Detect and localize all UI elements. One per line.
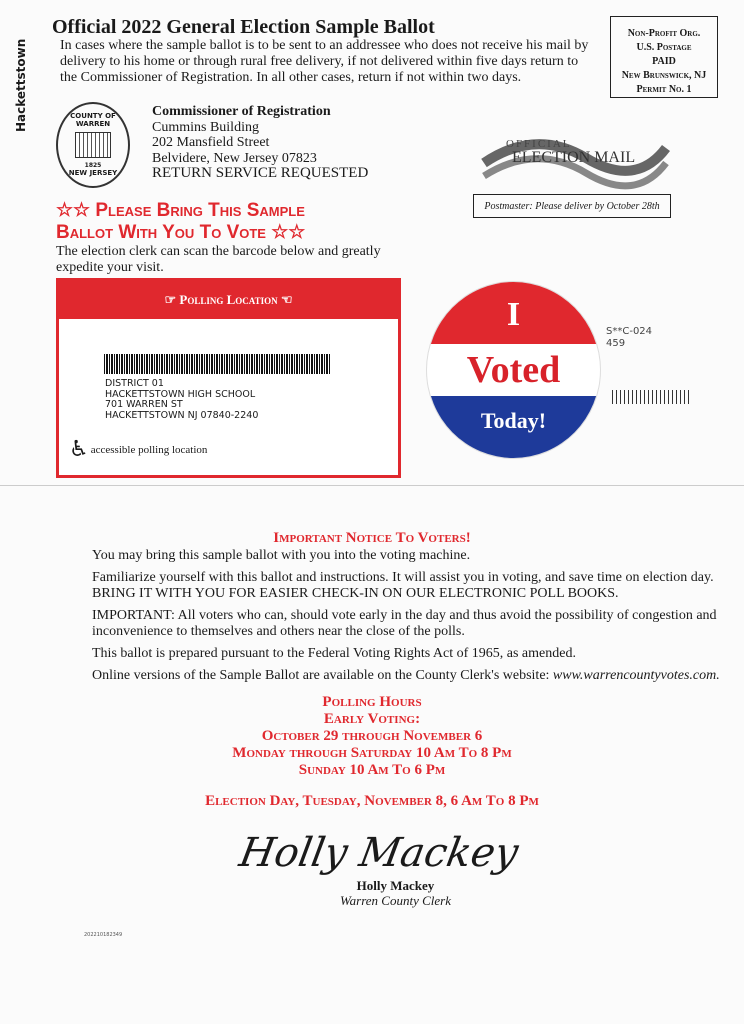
polling-header-text: Polling Location — [179, 292, 278, 307]
notice-paragraph: You may bring this sample ballot with you into the voting machine. — [92, 548, 471, 563]
clerk-title: Warren County Clerk — [340, 893, 451, 908]
mail-code: 459 — [606, 338, 626, 349]
hours-line: Monday through Saturday 10 Am To 8 Pm — [232, 745, 512, 761]
postal-barcode — [612, 390, 692, 404]
permit-line: New Brunswick, NJ — [621, 70, 707, 81]
banner-line: Ballot With You To Vote ☆☆ — [56, 222, 306, 243]
notice-paragraph: Familiarize yourself with this ballot and instructions. It will assist you in voting, and save time on election day. BRING IT WITH YOU FOR EASIER CHECK-IN ON OUR ELECTRONIC POLL BOOKS. — [92, 570, 714, 601]
signature: Holly Mackey — [235, 830, 522, 876]
notice-title: Important Notice To Voters! — [273, 530, 471, 546]
sticker-middle: Voted — [466, 349, 561, 391]
permit-line: Permit No. 1 — [636, 84, 692, 95]
permit-line: Non-Profit Org. — [627, 28, 701, 39]
banner-line: ☆☆ Please Bring This Sample — [56, 200, 305, 221]
hours-line: October 29 through November 6 — [261, 728, 483, 744]
election-day: Election Day, Tuesday, November 8, 6 Am To 8 Pm — [205, 793, 539, 809]
seal-bottom-text: NEW JERSEY — [68, 169, 118, 177]
clerk-name: Holly Mackey — [356, 878, 435, 893]
mail-code: S**C-024 — [606, 326, 653, 337]
courthouse-icon — [75, 132, 111, 158]
notice-body — [92, 548, 737, 690]
address-line: RETURN SERVICE REQUESTED — [152, 165, 369, 181]
bring-ballot-banner — [56, 200, 305, 244]
polling-line: DISTRICT 01 — [105, 378, 164, 389]
fold-line — [0, 485, 744, 486]
postage-permit — [610, 16, 718, 98]
clerk-block — [340, 878, 451, 908]
polling-location-box — [56, 278, 401, 478]
notice-paragraph — [92, 668, 737, 684]
return-address — [152, 104, 368, 182]
website-link[interactable]: www.warrencountyvotes.com. — [552, 668, 720, 683]
return-instructions: In cases where the sample ballot is to be sent to an addressee who does not receive his mail by delivery to his home or through rural free delivery, if not delivered within five days return to the Commissioner of Registration. In all other cases, return if not within two days. — [60, 38, 589, 85]
pointing-hand-icon: ☞ — [164, 292, 180, 307]
logo-line1: OFFICIAL — [506, 138, 572, 150]
polling-location-header — [59, 281, 398, 319]
seal-top-text: COUNTY OF WARREN — [70, 112, 116, 128]
address-line: Belvidere, New Jersey 07823 — [152, 150, 317, 166]
page-title: Official 2022 General Election Sample Ballot — [52, 16, 435, 38]
barcode — [104, 354, 330, 374]
polling-line: HACKETTSTOWN HIGH SCHOOL — [105, 388, 256, 400]
polling-hours — [0, 694, 744, 779]
wheelchair-icon: ♿ — [69, 437, 89, 462]
postmaster-note: Postmaster: Please deliver by October 28th — [473, 194, 671, 218]
scan-instructions: The election clerk can scan the barcode below and greatly expedite your visit. — [56, 244, 381, 275]
official-election-mail-logo — [476, 118, 672, 190]
town-label: Hackettstown — [14, 38, 28, 132]
logo-line2: ELECTION MAIL — [512, 149, 636, 166]
hours-line: Polling Hours — [322, 694, 422, 710]
notice-paragraph: This ballot is prepared pursuant to the Federal Voting Rights Act of 1965, as amended. — [92, 646, 576, 661]
accessible-indicator — [69, 437, 207, 462]
polling-address — [105, 379, 258, 421]
hours-line: Early Voting: — [323, 711, 421, 727]
polling-line: HACKETTSTOWN NJ 07840-2240 — [105, 409, 259, 421]
hours-line: Sunday 10 Am To 6 Pm — [298, 762, 446, 778]
i-voted-sticker — [427, 282, 600, 458]
document-code: 202210182349 — [84, 932, 123, 938]
county-seal — [56, 102, 130, 188]
address-line: 202 Mansfield Street — [152, 135, 270, 150]
notice-paragraph: IMPORTANT: All voters who can, should vote early in the day and thus avoid the possibility of congestion and inconvenience to themselves and others near the close of the polls. — [92, 608, 717, 639]
sticker-bottom: Today! — [427, 396, 600, 458]
online-text: Online versions of the Sample Ballot are available on the County Clerk's website: — [92, 668, 553, 683]
permit-line: PAID — [652, 56, 676, 67]
permit-line: U.S. Postage — [636, 42, 692, 53]
polling-line: 701 WARREN ST — [105, 399, 183, 410]
accessible-label: accessible polling location — [90, 443, 208, 456]
pointing-hand-icon: ☜ — [277, 292, 293, 307]
office-name: Commissioner of Registration — [152, 104, 331, 119]
address-line: Cummins Building — [152, 119, 259, 135]
sticker-top: I — [427, 282, 600, 344]
seal-year: 1825 — [84, 162, 102, 169]
